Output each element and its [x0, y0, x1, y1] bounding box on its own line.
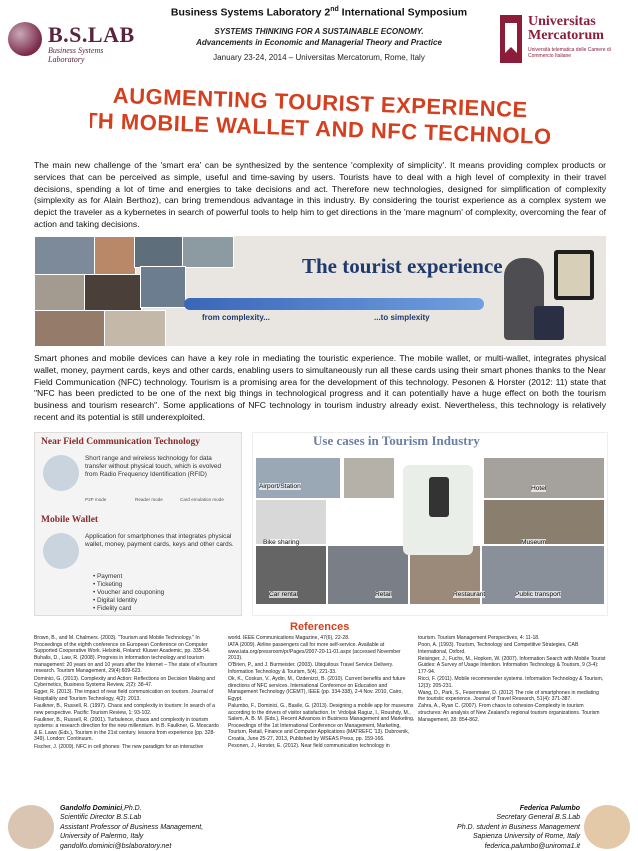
reference-item: tourism. Tourism Management Perspectives, 4: 11-18.: [418, 635, 540, 641]
travel-photo-collage: [34, 236, 234, 346]
reference-item: Pesonen, J., Horster, E. (2012). Near field communication technology in: [228, 743, 390, 749]
mobile-wallet-paragraph: Smart phones and mobile devices can have a key role in mediating the touristic experience. The mobile wallet, or multi-wallet, integrates physical wallet, money, payment cards, keys and other cards, enabling users to simultaneously run all these cards using their smart phones thanks to the Near Field Communication (NFC) technology. Tourism is a promising area for the development of this technology. Pesonen & Horster (2012: 11) state that "NFC has been predicted to be one of the next big things in technological progress and it can potentially have a huge effect on both the tourism business and tourism research". Some applications of NFC technology in tourism industry already exist. Nevertheless, this technology is relatively recent and its potential is still underexploited.: [34, 353, 606, 422]
to-simplexity-label: ...to simplexity: [374, 313, 430, 322]
mercatorum-shield-icon: [500, 15, 522, 63]
hotel-photo: [483, 457, 605, 499]
reference-item: Palumbo, F., Dominici, G., Basile, G. (2013). Designing a mobile app for museums according to the drivers of visitor satisfaction. In: Vrdoljak Raguz, I., Roushdy, M., Salem, A. B. M. (Eds.), Recent Advances in Business Management and Marketing, Proceedings of the 1st International Conference on Management, Marketing, Tourism, Retail, Finance and Computer Applications (MATREFC '13). Dubrovnik, Croatia, June 25-27, 2013, Published by WSEAS Press, pp. 159-166.: [228, 702, 415, 742]
reference-item: Faulkner, B., Russell, R. (1997). Chaos and complexity in tourism: In search of a new perspective. Pacific Tourism Review, 1: 93-102.: [34, 702, 215, 716]
bslab-emblem-icon: [8, 22, 42, 56]
nfc-icon: [43, 455, 79, 491]
author-role: Scientific Director B.S.Lab: [60, 814, 142, 822]
wallet-description: Application for smartphones that integrates physical wallet, money, payment cards, keys and other cards.: [85, 533, 234, 548]
bslab-logo: [8, 20, 138, 64]
unimerc-subtitle: Università telematica delle Camere di Commercio Italiane: [528, 47, 611, 59]
reference-item: Buhalis, D., Law, R. (2008). Progress in information technology and tourism management: 20 years on and 10 years after the Internet – The state of eTourism research. Tourism Management, 29(4):609-623.: [34, 655, 218, 675]
reference-item: Dominici, G. (2013). Complexity and Action: Reflections on Decision Making and Cybernetics, Business Systems Review, 2(2): 38-47.: [34, 675, 215, 689]
reference-item: O'Brien, P., and J. Burmeister. (2003). Ubiquitous Travel Service Delivery. Information Technology & Tourism, 5(4), 221-33.: [228, 662, 394, 675]
wallet-feature: • Fidelity card: [93, 605, 164, 613]
symposium-title: [140, 6, 498, 19]
author-email[interactable]: federica.palumbo@uniroma1.it: [484, 842, 580, 850]
reference-item: Brown, B., and M. Chalmers. (2003). "Tourism and Mobile Technology." In Proceedings of the eighth conference on European Conference on Computer Supported Cooperative Work. Helsinki, Finland: Kluwer Academic, pp. 335-54.: [34, 635, 211, 655]
reference-item: Ok, K., Coskun, V., Aydin, M., Ozdenizci, B. (2010). Current benefits and future directions of NFC services. International Conference on Education and Management Technology (ICEMT), IEEE (pp. 334-338), 2-4 Nov. 2010, Cairo, Egypt.: [228, 676, 406, 702]
reference-item: Fischer, J. (2009). NFC in cell phones: The new paradigm for an interactive: [34, 743, 204, 750]
complexity-arrow: [184, 298, 484, 310]
use-cases-title: Use cases in Tourism Industry: [313, 433, 480, 448]
author-info-palumbo: [457, 804, 580, 851]
wallet-feature: • Digital Identity: [93, 597, 164, 605]
suitcase-icon: [534, 306, 564, 340]
nfc-heading: Near Field Communication Technology: [41, 437, 200, 447]
wallet-heading: Mobile Wallet: [41, 515, 99, 525]
author-info-dominici: [60, 804, 203, 851]
nfc-mode-card-emulation: Card emulation mode: [180, 497, 224, 502]
tourist-experience-heading: The tourist experience: [302, 254, 503, 278]
poster-header: [0, 0, 638, 80]
use-case-label-bike-sharing: Bike sharing: [263, 539, 300, 546]
symposium-rest: International Symposium: [338, 6, 468, 19]
reference-item: Egger, R. (2013). The impact of near field communication on tourism. Journal of Hospitality and Tourism Technology, 4(2): 2013.: [34, 689, 214, 702]
wallet-feature: • Ticketing: [93, 581, 164, 589]
reference-item: Zahra, A., Ryan C. (2007). From chaos to cohesion-Complexity in tourism structures: An analysis of New Zealand's regional tourism organizations. Tourism Management, 28: 854-862.: [418, 703, 600, 723]
author-affiliation: Sapienza University of Rome, Italy: [473, 833, 580, 841]
use-case-label-restaurant: Restaurant: [453, 591, 486, 598]
reference-item: Reisinger, J., Fuchs, M., Hopken, W. (2007). Information Search with Mobile Tourist Guides: A Survey of Usage Intention. Information Technology & Tourism, 9 (3-4): 177-94.: [418, 655, 606, 675]
intro-paragraph: The main new challenge of the 'smart era' can be synthesized by the sentence 'complexity of simplicity'. It means providing complex products or services that can be perceived as simple, useful and time-saving by users. Tourists have to deal with a high level of complexity in their travel decisions, spending a lot of time and energies to take decisions and act. Therefore new technologies, designed for simplification of complexity (simplexity as for Alain Berthoz), can bring tremendous advantage in this industry. By considering the tourist experience as a complex system we depict the traveler as a kybernetes in search of powerful tools to help him to get directions in the 'mare magnum' of complexity, overcoming the fear of action and taking decisions.: [34, 160, 606, 229]
from-complexity-label: from complexity...: [202, 313, 270, 322]
author-role: Ph.D. student in Business Management: [457, 823, 580, 831]
author-name: Federica Palumbo: [519, 805, 580, 812]
author-email[interactable]: gandolfo.dominici@bslaboratory.net: [60, 842, 172, 850]
unimerc-title: [528, 15, 604, 43]
use-case-label-public-transport: Public transport: [515, 591, 561, 598]
nfc-description: Short range and wireless technology for data transfer without physical touch, which is evolved from Radio Frequency Identification (RFID): [85, 455, 222, 478]
use-case-label-retail: Retail: [375, 591, 392, 598]
wallet-icon: [43, 533, 79, 569]
reference-item: Ricci, F. (2011). Mobile recommender systems. Information Technology & Tourism, 12(3): 205-231.: [418, 676, 604, 689]
references-column-3: [418, 635, 606, 724]
author-role: Assistant Professor of Business Management,: [60, 823, 204, 831]
unimerc-title-line1: Universitas: [528, 14, 596, 29]
retail-photo: [327, 545, 409, 605]
reference-item: Poon, A. (1993). Tourism, Technology and Competitive Strategies, CAB International, Oxford.: [418, 642, 579, 655]
symposium-ordinal: nd: [330, 6, 339, 13]
reference-item: Faulkner, B., Russell, R. (2001). Turbulence, chaos and complexity in tourism systems: a research direction for the new millennium. In B. Faulkner, G. Moscardo & E. Laws (Eds.), Tourism in the 21st century. lessons from experience (pp. 328-349). London: Continuum.: [34, 716, 219, 743]
symposium-date-location: January 23-24, 2014 – Universitas Mercatorum, Rome, Italy: [213, 53, 425, 62]
use-case-label-airport: Airport/Station: [259, 483, 301, 490]
wallet-features-list: [93, 573, 164, 613]
universitas-mercatorum-logo: [500, 15, 630, 75]
references-title: References: [290, 621, 350, 633]
author-name: Gandolfo Dominici: [60, 805, 123, 812]
references-column-2: [228, 635, 416, 750]
nfc-mode-p2p: P2P mode: [85, 497, 107, 502]
nfc-mode-reader: Reader mode: [135, 497, 163, 502]
reference-item: IATA (2009). Airline passengers call for more self-service. Available at www.iata.org/pressroom/pr/Pages/2007-20-11-01.aspx (accessed November 2013).: [228, 642, 401, 662]
station-photo: [343, 457, 395, 499]
reference-item: Wang, D., Park, S., Fesenmaier, D. (2012) The role of smartphones in mediating the touristic experience. Journal of Travel Research, 51(4): 371-387.: [418, 689, 599, 703]
author-affiliation: University of Palermo, Italy: [60, 833, 144, 841]
use-case-label-hotel: Hotel: [531, 485, 547, 492]
symposium-theme-line2: Advancements in Economic and Managerial Theory and Practice: [196, 38, 442, 47]
author-role: Secretary General B.S.Lab: [496, 814, 580, 822]
authors-footer: [0, 795, 638, 851]
poster-title-line2: WITH MOBILE WALLET AND NFC TECHNOLOGY: [90, 106, 550, 146]
author-degree: ,Ph.D.: [122, 805, 142, 812]
author-photo-palumbo: [584, 805, 630, 849]
poster-title: [90, 88, 550, 146]
wallet-feature: • Payment: [93, 573, 164, 581]
symposium-theme-line1: SYSTEMS THINKING FOR A SUSTAINABLE ECONOMY.: [214, 27, 424, 36]
author-photo-dominici: [8, 805, 54, 849]
nfc-wallet-panel: [34, 432, 242, 616]
use-case-label-car-rental: Car rental: [269, 591, 298, 598]
symposium-name: Business Systems Laboratory 2: [170, 6, 331, 19]
wallet-feature: • Voucher and couponing: [93, 589, 164, 597]
references-column-1: [34, 635, 222, 751]
smartphone-icon: [429, 477, 449, 517]
poster-title-line1: AUGMENTING TOURIST EXPERIENCE: [112, 88, 529, 123]
bslab-logo-name: B.S.LAB: [48, 22, 135, 47]
airport-photo: [255, 457, 341, 499]
nfc-modes: [85, 485, 235, 507]
unimerc-title-line2: Mercatorum: [528, 28, 604, 43]
reference-item: world. IEEE Communications Magazine, 47(6), 22-28.: [228, 635, 350, 641]
use-case-label-museum: Museum: [521, 539, 547, 546]
smartphone-icon: [554, 250, 594, 300]
bslab-logo-tagline: Business Systems Laboratory: [48, 46, 104, 64]
tourist-experience-illustration: [34, 236, 606, 346]
use-cases-panel: [252, 432, 608, 616]
